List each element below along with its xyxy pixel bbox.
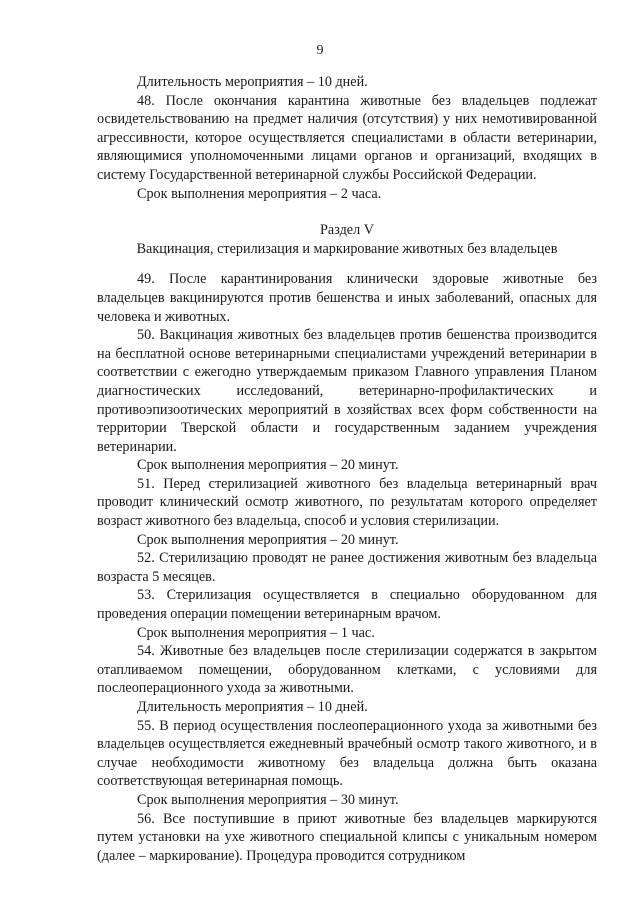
page-content	[97, 73, 597, 865]
paragraph-49: 49. После карантинирования клинически здоровые животные без владельцев вакцинируются против бешенства и иных заболеваний, опасных для человека и животных.	[97, 271, 597, 325]
paragraph: Срок выполнения мероприятия – 2 часа.	[137, 185, 382, 202]
paragraph: Срок выполнения мероприятия – 20 минут.	[137, 531, 399, 548]
section-number: Раздел V	[320, 222, 374, 239]
paragraph: Длительность мероприятия – 10 дней.	[137, 74, 368, 90]
spacer	[97, 258, 597, 270]
spacer	[97, 203, 597, 221]
paragraph: Срок выполнения мероприятия – 1 час.	[137, 624, 375, 641]
paragraph-51: 51. Перед стерилизацией животного без владельца ветеринарный врач проводит клинический осмотр животного, по результатам которого определяет возраст животного без владельца, способ и условия стерилизации.	[97, 475, 597, 530]
section-title: Вакцинация, стерилизация и маркирование животных без владельцев	[136, 240, 558, 257]
paragraph: Длительность мероприятия – 10 дней.	[137, 699, 368, 715]
paragraph-54: 54. Животные без владельцев после стерилизации содержатся в закрытом отапливаемом помещении, оборудованном клетками, с условиями для послеоперационного ухода за животными.	[97, 643, 597, 697]
paragraph-50: 50. Вакцинация животных без владельцев против бешенства производится на бесплатной основе ветеринарными специалистами учреждений ветеринарии в соответствии с ежегодно утверждаемым приказом Главного управления Планом диагностических исследований, ветеринарно-профилактических и противоэпизоотических мероприятий в хозяйствах всех форм собственности на территории Тверской области и государственным заданием учреждения ветеринарии.	[97, 327, 597, 455]
paragraph: Срок выполнения мероприятия – 30 минут.	[137, 791, 399, 808]
page-number: 9	[316, 43, 324, 58]
paragraph-55: 55. В период осуществления послеоперационного ухода за животными без владельцев осуществляется ежедневный врачебный осмотр такого животного, и в случае необходимости животному без владельца должна быть оказана соответствующая ветеринарная помощь.	[97, 717, 597, 790]
paragraph-53: 53. Стерилизация осуществляется в специально оборудованном для проведения операции помещении ветеринарным врачом.	[97, 587, 597, 623]
paragraph-48: 48. После окончания карантина животные без владельцев подлежат освидетельствованию на предмет наличия (отсутствия) у них немотивированной агрессивности, которое осуществляется специалистами в области ветеринарии, являющимися уполномоченными лицами органов и организаций, входящих в систему Государственной ветеринарной службы Российской Федерации.	[97, 92, 597, 183]
paragraph-56: 56. Все поступившие в приют животные без владельцев маркируются путем установки на ухе животного специальной клипсы с уникальным номером (далее – маркирование). Процедура проводится сотрудником	[97, 810, 597, 864]
paragraph: Срок выполнения мероприятия – 20 минут.	[137, 457, 399, 474]
paragraph-52: 52. Стерилизацию проводят не ранее достижения животным без владельца возраста 5 месяцев.	[97, 550, 597, 585]
